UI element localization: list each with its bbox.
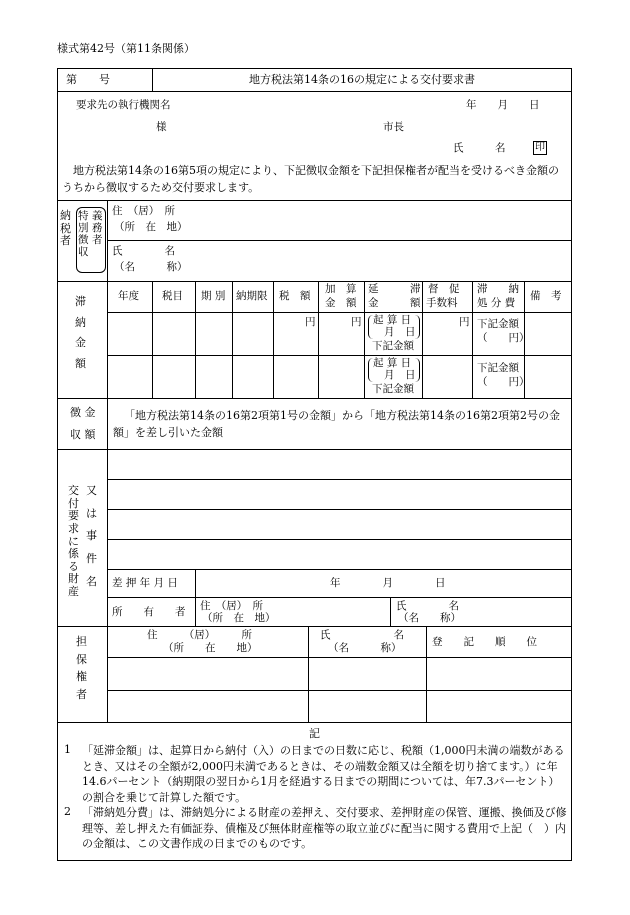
col-year: 年度 [118,290,139,302]
disposition-below-amount-2: 下記金額 [477,362,519,374]
date-label: 年 月 日 [466,99,540,111]
owner-label: 所 有 者 [112,606,186,618]
taxpayer-address-label: 住 （居） 所 [112,205,175,217]
note-1-number: 1 [64,743,71,756]
delay-below-amount-2: 下記金額 [372,383,414,395]
notes-title: 記 [309,727,320,740]
security-address-label: 住 （居） 所 [147,629,252,641]
taxpayer-name-label: 氏 名 [112,245,175,257]
obligor-label: 義 務 者 [92,210,103,247]
taxpayer-address-sub: （所 在 地） [114,221,188,233]
seizure-date-value: 年 月 日 [330,577,446,589]
taxpayer-label: 納 税 者 [60,209,71,248]
delay-below-amount-1: 下記金額 [372,340,414,352]
note-2-number: 2 [64,805,71,818]
note-2-text: 「滞納処分費」は、滞納処分による財産の差押え、交付要求、差押財産の保管、運搬、換価及び修理等、差し押えた有価証券、債権及び無体財産権等の取立並びに配当に関する費用で上記（ ）内の金額は、この文書作成の日までのものです。 [82,806,567,850]
property-label-col1: 交 付 要 求 に 係 る 財 産 [68,484,79,599]
addressee-sama: 様 [156,121,167,133]
col-due-date: 納期限 [236,290,268,302]
owner-address-sub: （所 在 地） [202,612,276,624]
col-delay-1: 延 滞 [368,283,421,295]
start-date-label-1: 起 算 日 [373,314,412,326]
col-surcharge-2: 金 額 [325,297,357,309]
security-name-sub: （名 称） [328,642,402,654]
taxpayer-name-sub: （名 称） [114,261,188,273]
owner-name-sub: （名 称） [398,612,461,624]
intro-text: 地方税法第14条の16第5項の規定により、下記徴収金額を下記担保権者が配当を受けるべき金額のうちから徴収するため交付要求します。 [62,164,559,194]
seal-mark: 印 [535,142,545,153]
document-number-label: 第 号 [66,73,110,86]
disposition-below-amount-1: 下記金額 [477,318,519,330]
col-disposition-2: 処 分 費 [477,297,516,309]
owner-address-label: 住 （居） 所 [200,600,263,612]
disposition-paren-yen-2: （ 円） [477,376,530,388]
start-date-md-1: 月 日 [384,326,416,338]
start-date-label-2: 起 算 日 [373,357,412,369]
tax-amount-yen: 円 [305,316,316,328]
col-remarks: 備 考 [530,290,562,302]
arrears-label: 滞 納 金 額 [75,295,86,370]
owner-name-label: 氏 名 [396,600,459,612]
collection-text: 「地方税法第14条の16第2項第1号の金額」から「地方税法第14条の16第2項第2号の金額」を差し引いた金額 [113,409,560,439]
col-demand-2: 手数料 [426,297,458,309]
col-delay-2: 金 額 [368,297,421,309]
addressee-org-label: 要求先の執行機関名 [76,99,171,111]
security-holder-label: 担 保 権 者 [76,635,87,701]
security-address-sub: （所 在 地） [163,642,258,654]
disposition-paren-yen-1: （ 円） [477,332,530,344]
collection-label-1: 徴 金 [70,406,96,419]
signer-name-label: 氏 名 [453,142,506,154]
col-period: 期 別 [201,290,226,302]
form-number: 様式第42号（第11条関係） [57,42,195,55]
mayor-label: 市長 [383,121,404,133]
demand-yen: 円 [459,316,470,328]
col-tax-amount: 税 額 [279,290,311,302]
property-label-col2: 又 は 事 件 名 [86,484,97,588]
special-collection-label: 特 別 徴 収 [78,210,89,259]
seizure-date-label: 差 押 年 月 日 [112,577,178,589]
security-name-label: 氏 名 [320,629,404,641]
collection-label-2: 収 額 [70,428,96,441]
col-surcharge-1: 加 算 [325,283,357,295]
note-1-text: 「延滞金額」は、起算日から納付（入）の日までの日数に応じ、税額（1,000円未満の端数があるとき、又はその全額が2,000円未満であるときは、その端数金額又は全額を切り捨てます。）に年14.6パーセント（納期限の翌日から1月を経過する日までの期間については、年7.3パーセント）の割合を乗じて計算した額です。 [82,744,565,804]
col-tax-item: 税目 [162,290,183,302]
registration-rank-label: 登 記 順 位 [432,636,537,648]
col-demand-1: 督 促 [428,283,460,295]
surcharge-yen: 円 [351,316,362,328]
start-date-md-2: 月 日 [384,369,416,381]
document-title: 地方税法第14条の16の規定による交付要求書 [249,73,475,86]
col-disposition-1: 滞 納 [477,283,519,295]
